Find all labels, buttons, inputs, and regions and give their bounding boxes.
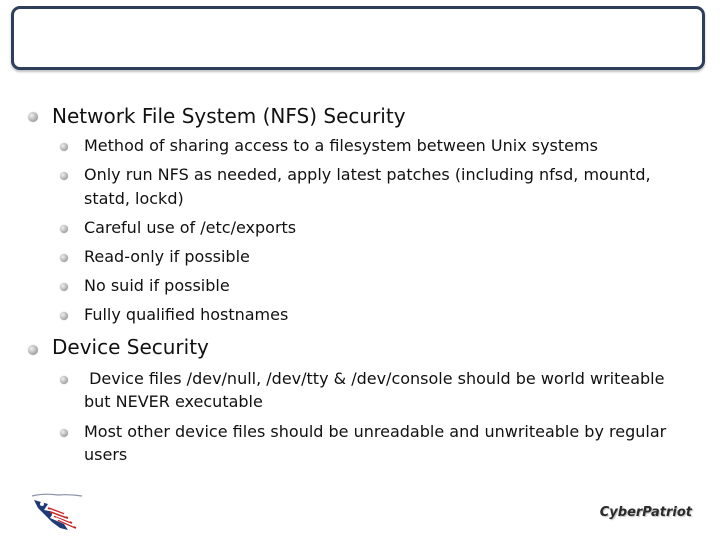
list-item: Careful use of /etc/exports — [84, 218, 297, 237]
bullet-icon — [60, 283, 68, 291]
bullet-icon — [60, 376, 68, 384]
section-heading-nfs: Network File System (NFS) Security — [52, 104, 406, 128]
bullet-icon — [60, 254, 68, 262]
list-item: Most other device files should be unreadable and unwriteable by regular — [84, 422, 667, 441]
list-item: Only run NFS as needed, apply latest patches (including nfsd, mountd, — [84, 165, 651, 184]
list-item-continuation: but NEVER executable — [84, 392, 263, 411]
bullet-icon — [60, 143, 68, 151]
list-item: No suid if possible — [84, 276, 230, 295]
bullet-icon — [60, 225, 68, 233]
list-item-continuation: users — [84, 445, 128, 464]
section-heading-device: Device Security — [52, 335, 209, 359]
bullet-icon — [60, 429, 68, 437]
list-item: Fully qualified hostnames — [84, 305, 289, 324]
bullet-icon — [28, 345, 38, 355]
bullet-icon — [60, 172, 68, 180]
brand-name: CyberPatriot — [599, 505, 692, 520]
list-item: Method of sharing access to a filesystem between Unix systems — [84, 136, 598, 155]
list-item: Device files /dev/null, /dev/tty & /dev/console should be world writeable — [84, 369, 665, 388]
bullet-icon — [60, 312, 68, 320]
bullet-icon — [28, 112, 38, 122]
list-item-continuation: statd, lockd) — [84, 189, 184, 208]
list-item: Read-only if possible — [84, 247, 250, 266]
flag-eagle-logo-icon — [24, 490, 96, 532]
